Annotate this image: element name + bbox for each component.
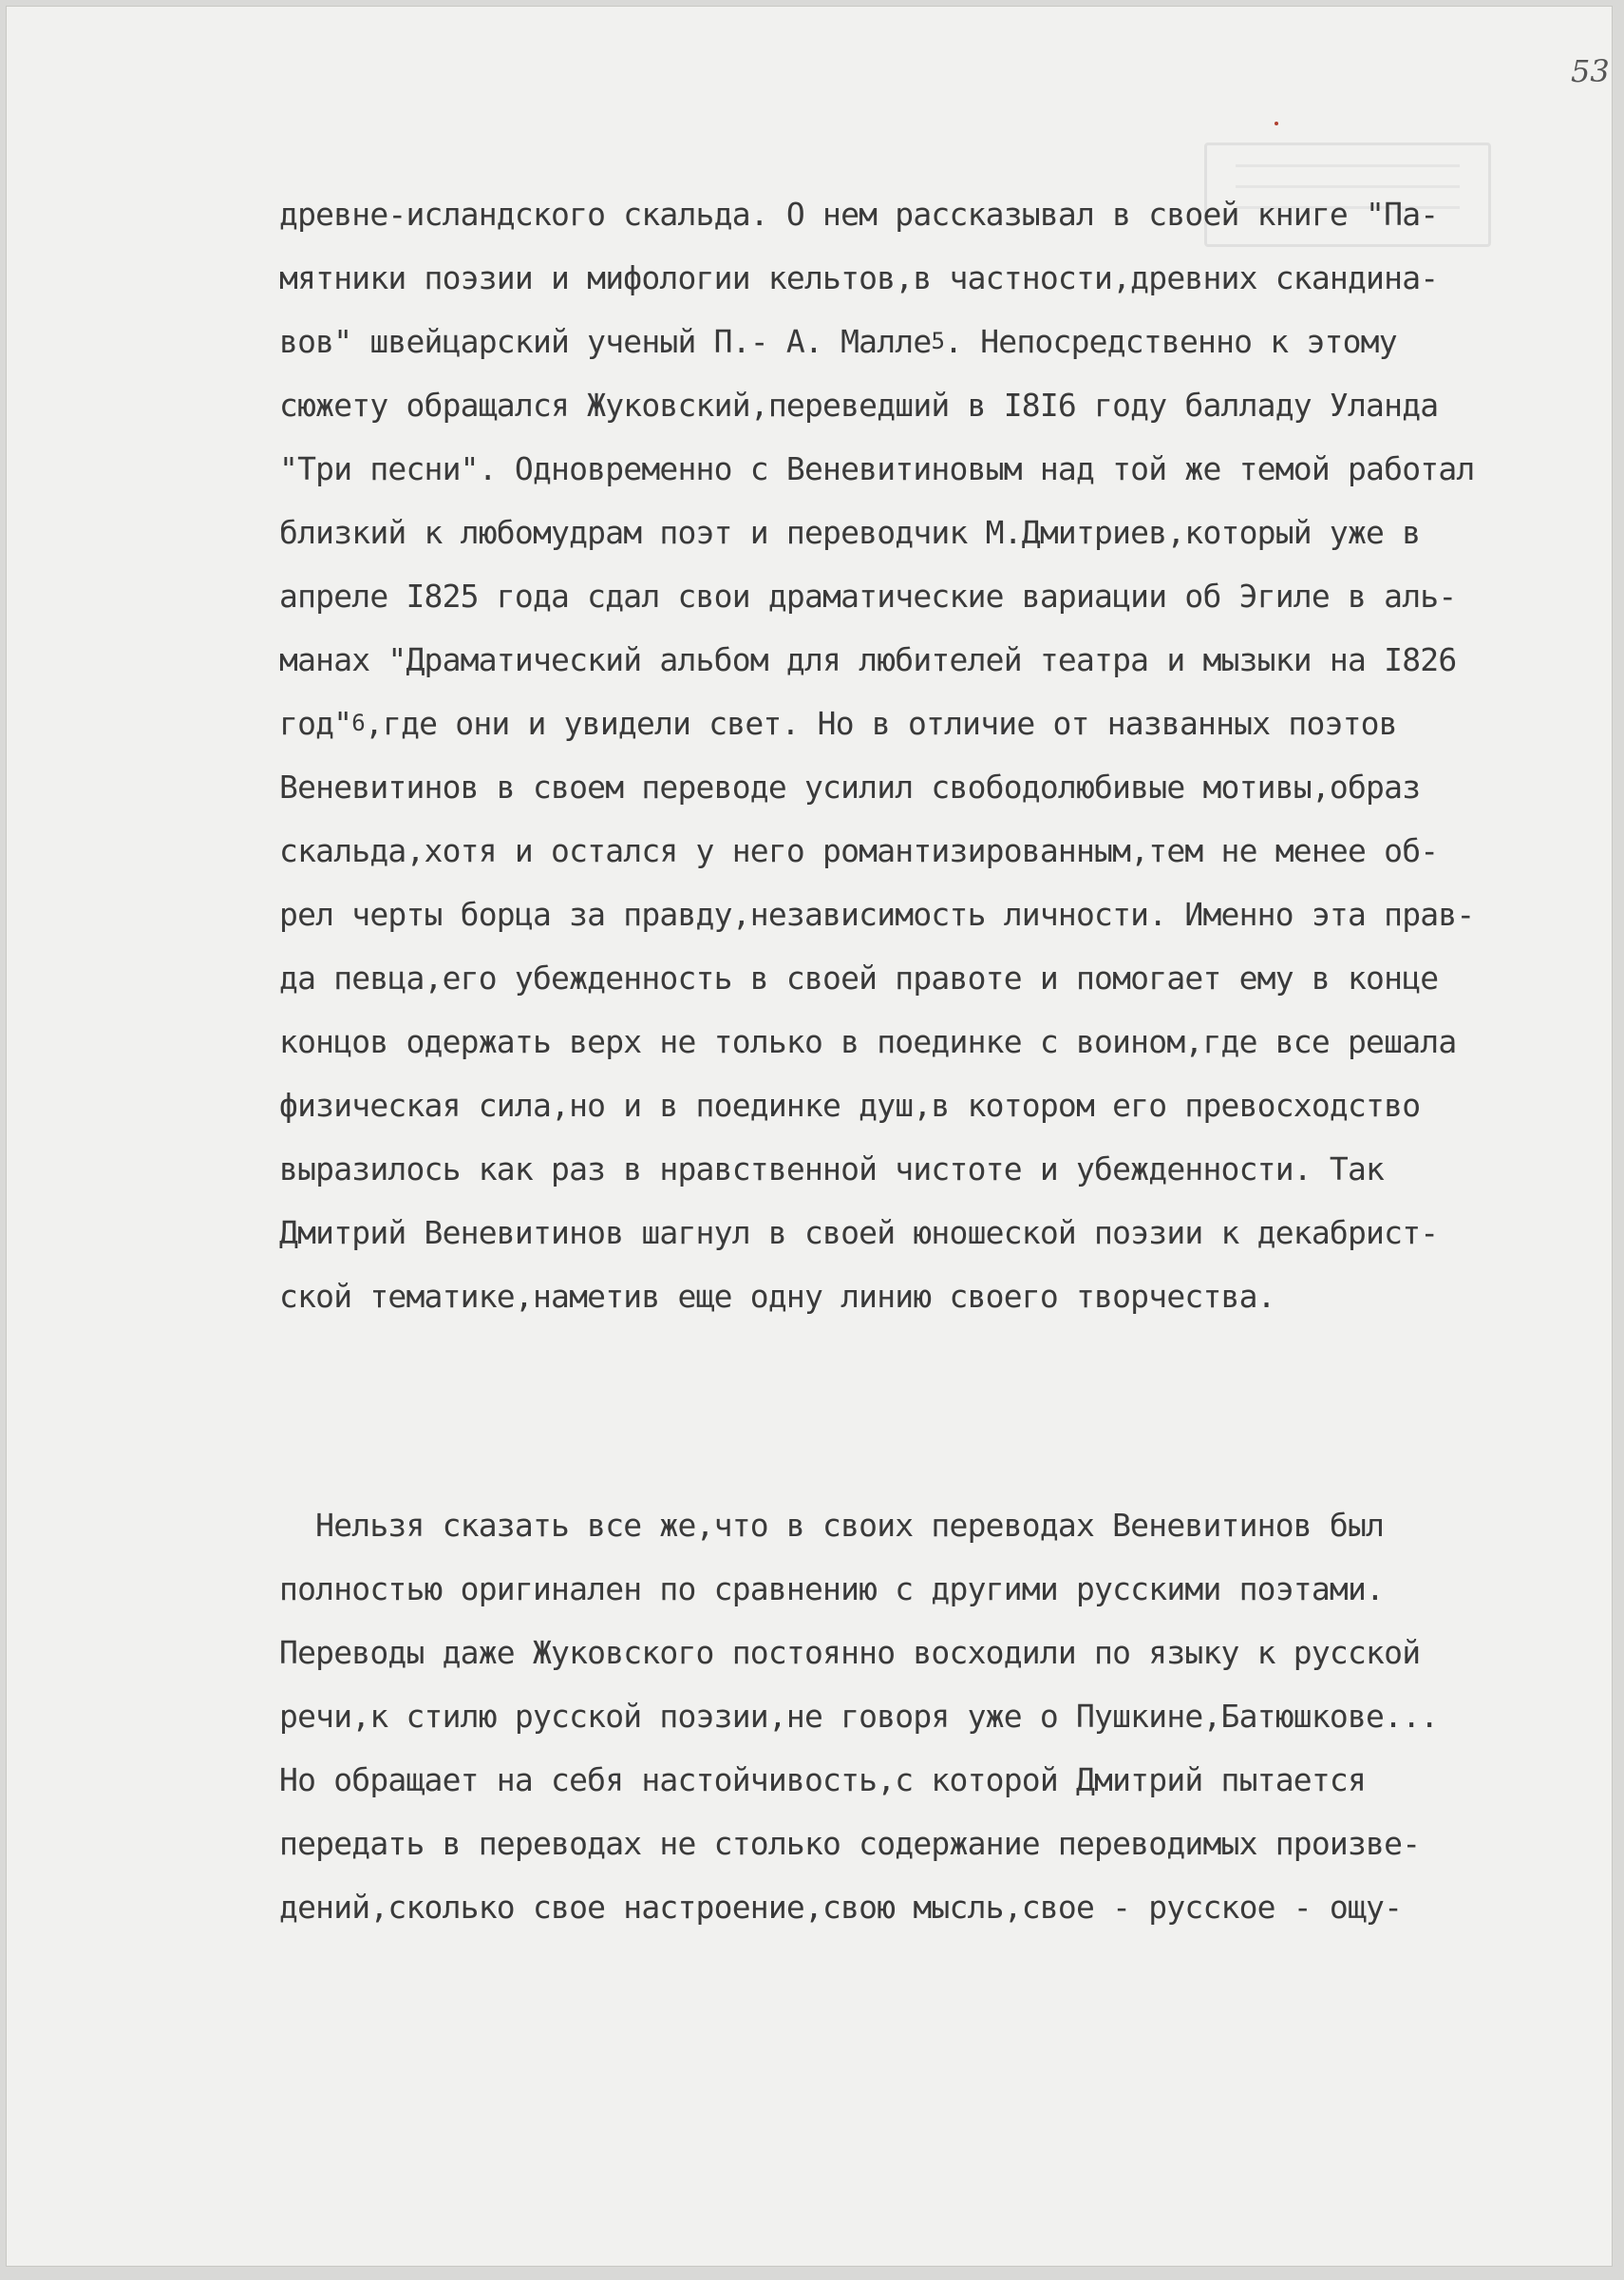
text-line: сюжету обращался Жуковский,переведший в I8I6 году балладу Уланда [279,387,1439,424]
text-line: Нельзя сказать все же,что в своих переводах Веневитинов был [279,1507,1385,1544]
text-line [279,705,1397,743]
text-line: выразилось как раз в нравственной чистоте и убежденности. Так [279,1150,1385,1188]
text-line: физическая сила,но и в поединке душ,в котором его превосходство [279,1087,1421,1124]
text-line-tail: . Непосредственно к этому [944,323,1397,360]
text-line-head: вов" швейцарский ученый П.- А. Малле [279,323,932,360]
text-line: да певца,его убежденность в своей правоте и помогает ему в конце [279,960,1439,997]
text-line: ской тематике,наметив еще одну линию своего творчества. [279,1278,1275,1315]
text-line: "Три песни". Одновременно с Веневитиновым над той же темой работал [279,450,1475,487]
text-line: Веневитинов в своем переводе усилил свободолюбивые мотивы,образ [279,769,1421,806]
text-line: мятники поэзии и мифологии кельтов,в частности,древних скандина- [279,259,1439,296]
text-line: полностью оригинален по сравнению с другими русскими поэтами. [279,1570,1385,1607]
text-line: апреле I825 года сдал свои драматические вариации об Эгиле в аль- [279,578,1457,615]
text-line: манах "Драматический альбом для любителей театра и мызыки на I826 [279,641,1457,678]
text-line: скальда,хотя и остался у него романтизированным,тем не менее об- [279,832,1439,869]
text-line: Но обращает на себя настойчивость,с которой Дмитрий пытается [279,1761,1367,1798]
typewritten-page [6,6,1613,2267]
text-line: Дмитрий Веневитинов шагнул в своей юношеской поэзии к декабрист- [279,1214,1439,1251]
text-line-tail: ,где они и увидели свет. Но в отличие от названных поэтов [364,705,1397,742]
page-number: 53 [1571,53,1610,89]
text-line: передать в переводах не столько содержание переводимых произве- [279,1825,1421,1862]
text-line-head: год" [279,705,352,742]
ink-speck [1275,122,1278,125]
text-line: рел черты борца за правду,независимость личности. Именно эта прав- [279,896,1475,933]
text-line: речи,к стилю русской поэзии,не говоря уже о Пушкине,Батюшкове... [279,1698,1439,1735]
text-line: древне-исландского скальда. О нем рассказывал в своей книге "Па- [279,196,1439,233]
footnote-marker: 6 [351,710,365,736]
text-line [279,323,1397,361]
footnote-marker: 5 [931,328,945,354]
text-line: близкий к любомудрам поэт и переводчик М.Дмитриев,который уже в [279,514,1421,551]
text-line: дений,сколько свое настроение,свою мысль,свое - русское - ощу- [279,1889,1403,1926]
text-line: Переводы даже Жуковского постоянно восходили по языку к русской [279,1634,1421,1671]
text-line: концов одержать верх не только в поединке с воином,где все решала [279,1023,1457,1060]
